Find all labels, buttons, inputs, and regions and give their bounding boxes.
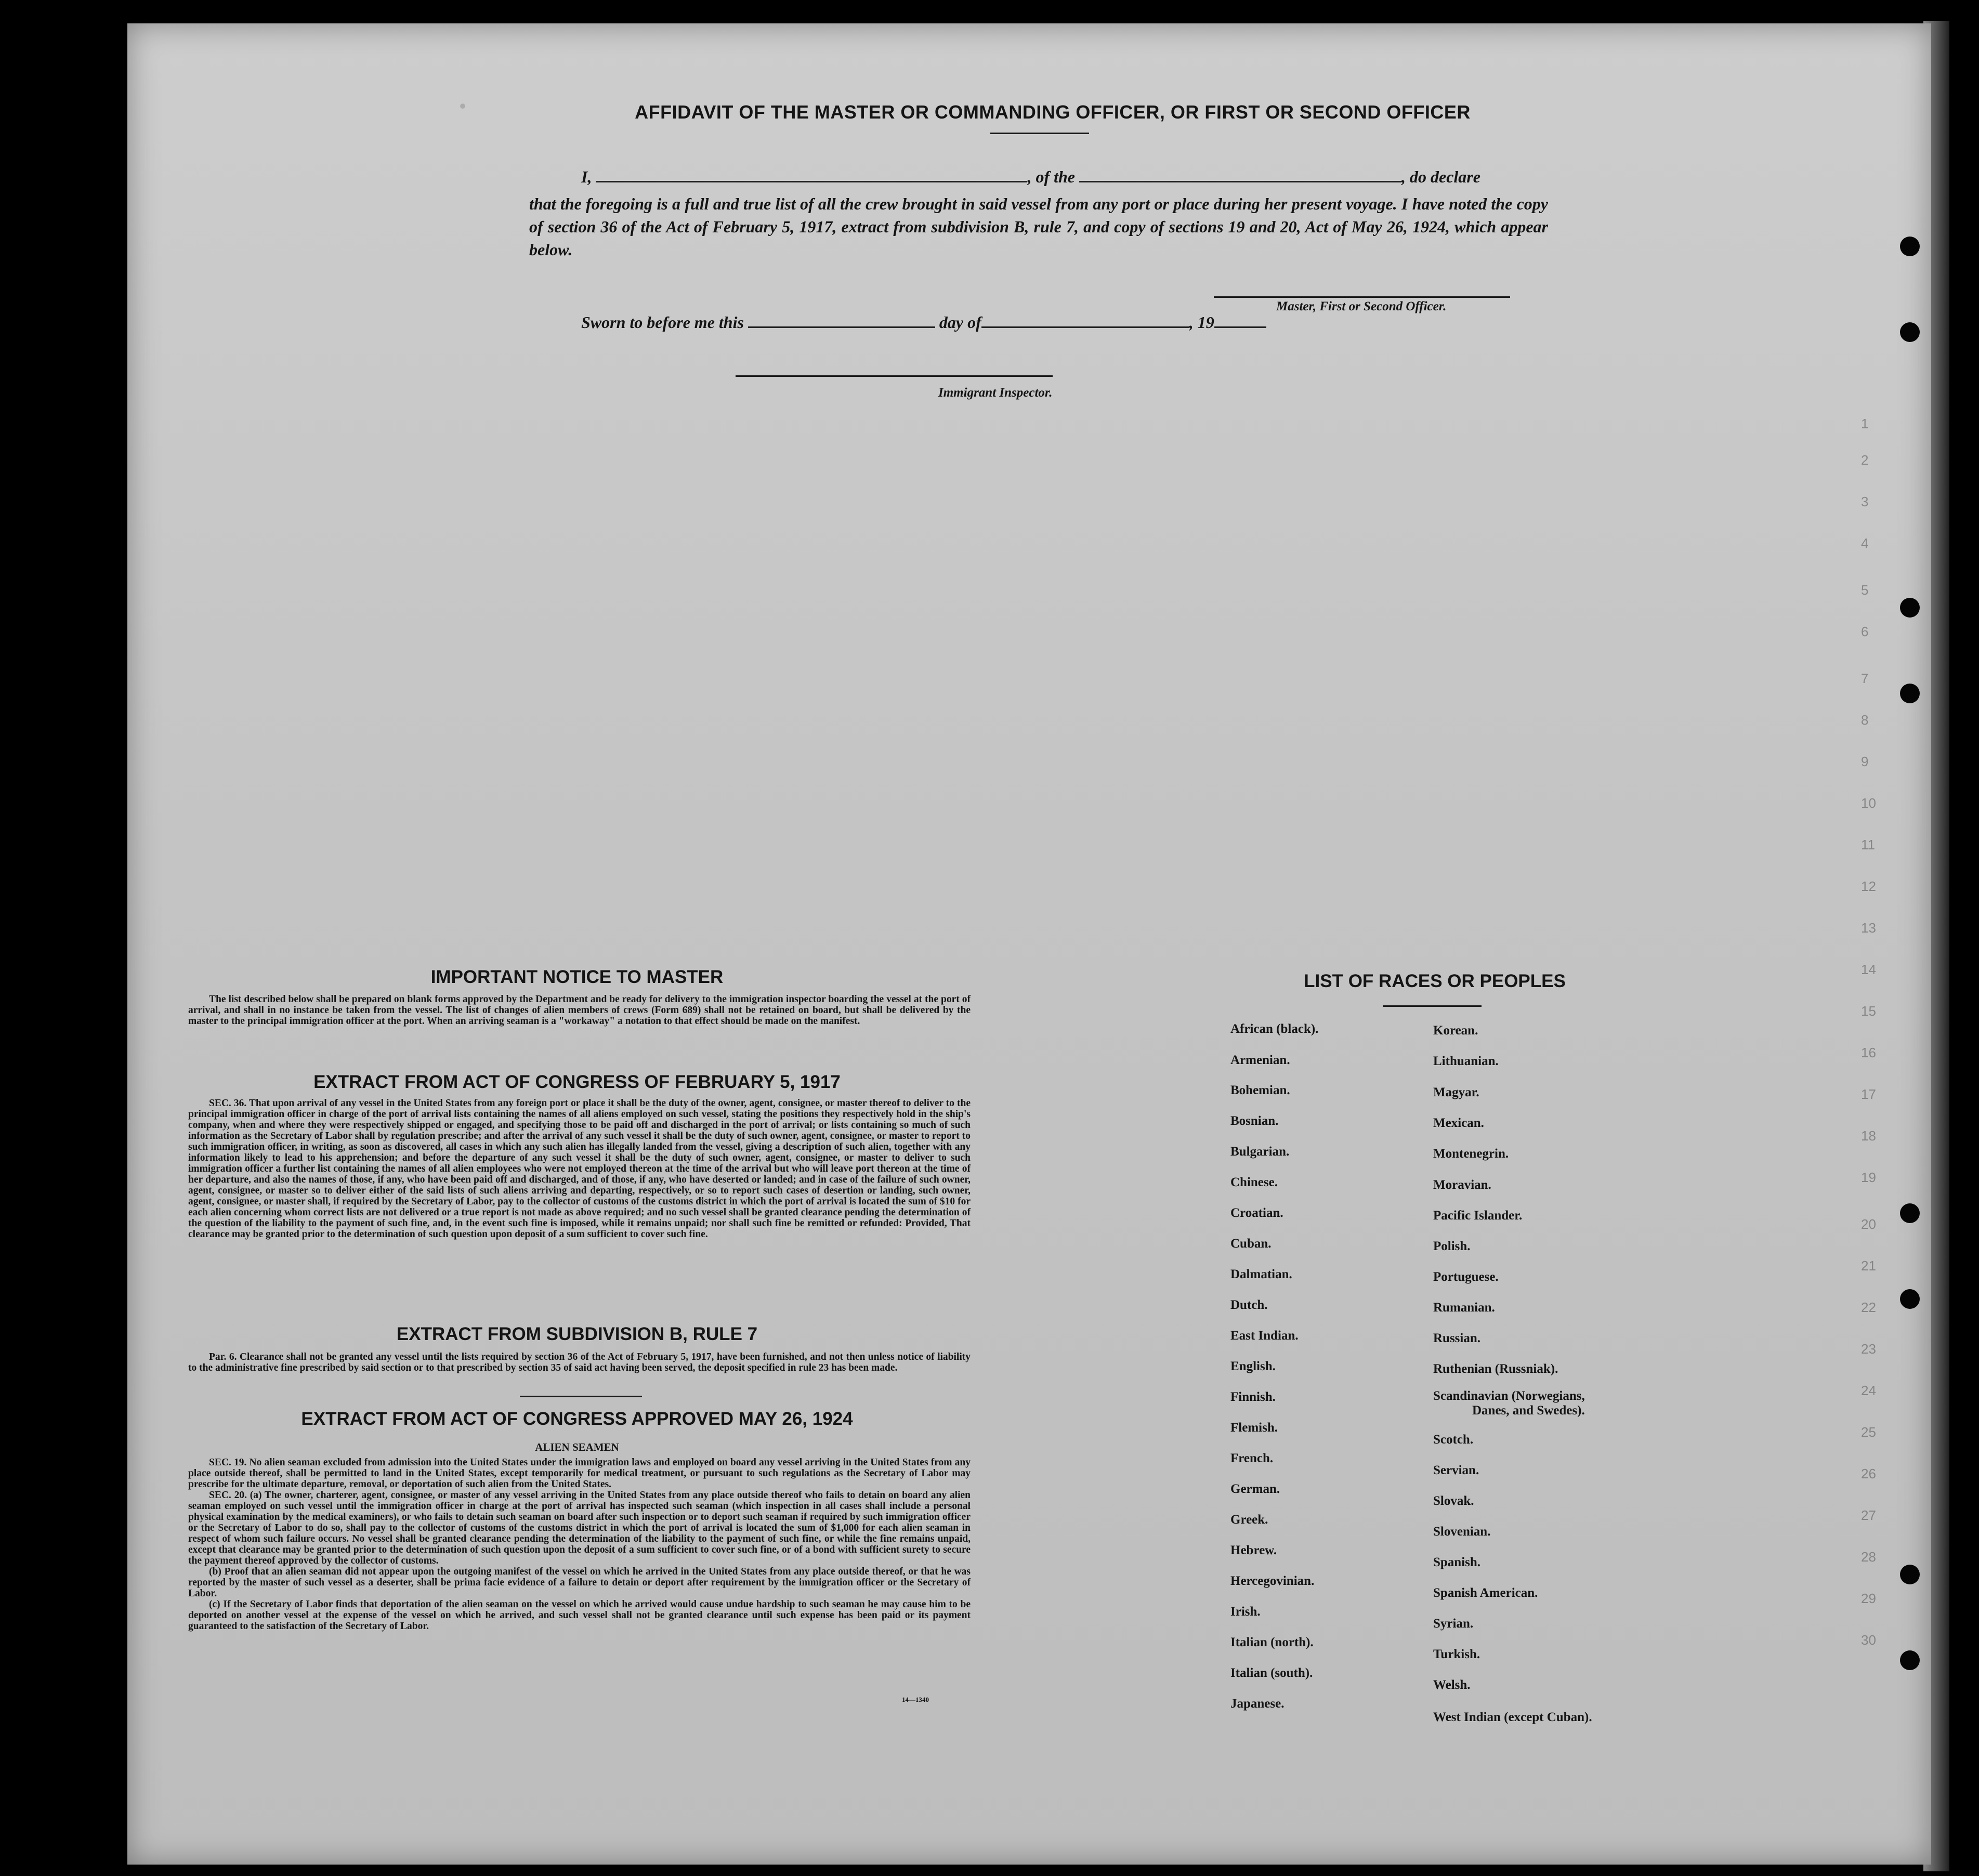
do-declare-text: , do declare <box>1401 167 1480 186</box>
race-item: Lithuanian. <box>1433 1054 1499 1068</box>
race-item: Scandinavian (Norwegians, <box>1433 1389 1585 1403</box>
binder-hole <box>1900 1650 1920 1670</box>
race-item: English. <box>1230 1359 1276 1373</box>
section-rule <box>520 1396 642 1397</box>
extract-1924-title: EXTRACT FROM ACT OF CONGRESS APPROVED MAY 26, 1924 <box>301 1409 853 1429</box>
race-item: Spanish American. <box>1433 1586 1538 1600</box>
race-item: Flemish. <box>1230 1421 1278 1435</box>
race-item: French. <box>1230 1451 1274 1465</box>
race-item: Bulgarian. <box>1230 1145 1290 1159</box>
sworn-day-field[interactable] <box>748 326 935 328</box>
binder-hole <box>1900 1289 1920 1309</box>
race-item: Mexican. <box>1433 1116 1484 1130</box>
race-item: Spanish. <box>1433 1555 1481 1569</box>
race-item: Russian. <box>1433 1331 1481 1345</box>
race-item: Montenegrin. <box>1433 1147 1509 1161</box>
declarant-prefix: I, <box>581 167 592 186</box>
races-title-rule <box>1383 1005 1482 1007</box>
extract-1924-text-block <box>188 1457 971 1632</box>
inspector-signature-line[interactable] <box>736 375 1053 377</box>
race-item: Hebrew. <box>1230 1543 1277 1557</box>
race-item: Korean. <box>1433 1024 1478 1038</box>
race-item: Portuguese. <box>1433 1270 1499 1284</box>
race-item: Moravian. <box>1433 1178 1491 1192</box>
race-item: Italian (south). <box>1230 1666 1313 1680</box>
extract-rule7-title: EXTRACT FROM SUBDIVISION B, RULE 7 <box>396 1324 758 1344</box>
race-item: German. <box>1230 1482 1280 1496</box>
scanned-form-page: · 1 2 3 4 5 6 7 8 9 10 11 12 13 14 15 16 17 18 19 20 21 22 23 24 25 26 27 28 29 30 AFFIDAVIT OF THE MASTER OR COMMANDING OFFICER, OR FIRST OR SECOND OFFICER I, , of the , do declare that the foregoing is a full and true list of all the crew brought in said vessel from any port or place during her present voyage. I have noted the copy of section 36 of the Act of February 5, 1917, extract from subdivision B, rule 7, and copy of sections 19 and 20, Act of May 26, 1924, which appear below. Master, First or Second Officer. Sworn to before me this day of , 19 Immigrant Inspector. IMPORTANT NOTICE TO MASTER The list described below shall be prepared on blank forms approved by the Department and be ready for delivery to the immigration inspector boarding the vessel at the port of arrival, and shall in no instance be taken from the vessel. The list of changes of alien members of crews (Form 689) shall not be retained on board, but shall be delivered by the master to the principal immigration officer at the port. When an arriving seaman is a "workaway" a notation to that effect should be made on the manifest. EXTRACT FROM ACT OF CONGRESS OF FEBRUARY 5, 1917 SEC. 36. That upon arrival of any vessel in the United States from any foreign port or place it shall be the duty of the owner, agent, consignee, or master thereof to deliver to the principal immigration officer in charge of the port of arrival lists containing the names of all aliens employed on such vessel, stating the positions they respectively hold in the ship's company, when and where they were respectively shipped or engaged, and specifying those to be paid off and discharged in the port of arrival; or lists containing so much of such information as the Secretary of Labor shall by regulation prescribe; and after the arrival of any such vessel it shall be the duty of such owner, agent, consignee, or master to report to such immigration officer, in writing, as soon as discovered, all cases in which any such alien has illegally landed from the vessel, giving a description of such alien, together with any information likely to lead to his apprehension; and before the departure of any such vessel it shall be the duty of such owner, agent, consignee, or master to deliver to such immigration officer a further list containing the names of all alien employees who were not employed thereon at the time of the arrival but who will leave port thereon at the time of her departure, and also the names of those, if any, who have been paid off and discharged, and of those, if any, who have deserted or landed; and in case of the failure of such owner, agent, consignee, or master so to deliver either of the said lists of such aliens arriving and departing, respectively, or so to report such cases of desertion or landing, such owner, agent, consignee, or master shall, if required by the Secretary of Labor, pay to the collector of customs of the customs district in which the port of arrival is located the sum of $10 for each alien concerning whom correct lists are not delivered or a true report is not made as above required; and no such vessel shall be granted clearance pending the determination of the question of the liability to the payment of such fine, and, in the event such fine is imposed, while it remains unpaid; nor shall such fine be remitted or refunded: Provided, That clearance may be granted prior to the determination of such question upon deposit of a sum sufficient to cover such fine. EXTRACT FROM SUBDIVISION B, RULE 7 Par. 6. Clearance shall not be granted any vessel until the lists required by section 36 of the Act of February 5, 1917, have been furnished, and not then unless notice of liability to the administrative fine prescribed by said section or to that prescribed by section 35 of said act having been served, the deposit specified in rule 23 has been made. EXTRACT FROM ACT OF CONGRESS APPROVED MAY 26, 1924 ALIEN SEAMEN SEC. 19. No alien seaman excluded from admission into the United States under the immigration laws and employed on board any vessel arriving in the United States from any place outside thereof, shall be permitted to land in the United States, except temporarily for medical treatment, or pursuant to such regulations as the Secretary of Labor may prescribe for the ultimate departure, removal, or deportation of such alien from the United States. SEC. 20. (a) The owner, charterer, agent, consignee, or master of any vessel arriving in the United States from any place outside thereof who fails to detain on board any alien seaman employed on such vessel until the immigration officer in charge at the port of arrival has inspected such seaman (which inspection in all cases shall include a personal physical examination by the medical examiners), or who fails to detain such seaman on board after such inspection or to deport such seaman if required by such immigration officer or the Secretary of Labor to do so, shall pay to the collector of customs of the customs district in which the port of arrival is located the sum of $1,000 for each alien seaman in respect of whom such failure occurs. No vessel shall be granted clearance pending the determination of the liability to the payment of such fine, or while the fine remains unpaid, except that clearance may be granted prior to the determination of such question upon the deposit of a sum sufficient to cover such fine, or of a bond with sufficient surety to secure the payment thereof approved by the collector of customs. (b) Proof that an alien seaman did not appear upon the outgoing manifest of the vessel on which he arrived in the United States from any place outside thereof, or that he was reported by the master of such vessel as a deserter, shall be prima facie evidence of a failure to detain or deport after requirement by the immigration officer or the Secretary of Labor. (c) If the Secretary of Labor finds that deportation of the alien seaman on the vessel on which he arrived would cause undue hardship to such seaman he may cause him to be deported on another vessel at the expense of the vessel on which he arrived, and such vessel shall not be granted clearance until such expense has been paid or its payment guaranteed to the satisfaction of the Secretary of Labor. 14—1340 LIST OF RACES OR PEOPLES African (black). Armenian. Bohemian. Bosnian. Bulgarian. Chinese. Croatian. Cuban. Dalmatian. Dutch. East Indian. English. Finnish. Flemish. French. German. Greek. Hebrew. Hercegovinian. Irish. Italian (north). Italian (south). Japanese. Korean. Lithuanian. Magyar. Mexican. Montenegrin. Moravian. Pacific Islander. Polish. Portuguese. Rumanian. Russian. Ruthenian (Russniak). Scandinavian (Norwegians, Scotch. Servian. Slovak. Slovenian. Spanish. Spanish American. Syrian. Turkish. Welsh. West Indian (except Cuban). Danes, and Swedes). <box>0 0 1979 1876</box>
binder-hole <box>1900 598 1920 618</box>
inspector-caption: Immigrant Inspector. <box>938 386 1053 400</box>
affidavit-body: that the foregoing is a full and true list of all the crew brought in said vessel from any port or place during her present voyage. I have noted the copy of section 36 of the Act of February 5, 1917, extract from subdivision B, rule 7, and copy of sections 19 and 20, Act of May 26, 1924, which appear below. <box>529 194 1548 259</box>
race-item: Finnish. <box>1230 1390 1276 1404</box>
sec20b-text: (b) Proof that an alien seaman did not appear upon the outgoing manifest of the vessel on which he arrived in the United States from any place outside thereof, or that he was reported by the master of such vessel as a deserter, shall be prima facie evidence of a failure to detain or deport after requirement by the immigration officer or the Secretary of Labor. <box>188 1566 971 1599</box>
extract-1917-text: SEC. 36. That upon arrival of any vessel in the United States from any foreign port or place it shall be the duty of the owner, agent, consignee, or master thereof to deliver to the principal immigration officer in charge of the port of arrival lists containing the names of all aliens employed on such vessel, stating the positions they respectively hold in the ship's company, when and where they were respectively shipped or engaged, and specifying those to be paid off and discharged in the port of arrival; or lists containing so much of such information as the Secretary of Labor shall by regulation prescribe; and after the arrival of any such vessel it shall be the duty of such owner, agent, consignee, or master to report to such immigration officer, in writing, as soon as discovered, all cases in which any such alien has illegally landed from the vessel, giving a description of such alien, together with any information likely to lead to his apprehension; and before the departure of any such vessel it shall be the duty of such owner, agent, consignee, or master to deliver to such immigration officer a further list containing the names of all alien employees who were not employed thereon at the time of the arrival but who will leave port thereon at the time of her departure, and also the names of those, if any, who have been paid off and discharged, and of those, if any, who have deserted or landed; and in case of the failure of such owner, agent, consignee, or master so to deliver either of the said lists of such aliens arriving and departing, respectively, or so to report such cases of desertion or landing, such owner, agent, consignee, or master shall, if required by the Secretary of Labor, pay to the collector of customs of the customs district in which the port of arrival is located the sum of $10 for each alien concerning whom correct lists are not delivered or a true report is not made as above required; and no such vessel shall be granted clearance pending the determination of the question of the liability to the payment of such fine, and, in the event such fine is imposed, while it remains unpaid; nor shall such fine be remitted or refunded: Provided, That clearance may be granted prior to the determination of such question upon deposit of a sum sufficient to cover such fine. <box>188 1098 971 1240</box>
master-signature-caption: Master, First or Second Officer. <box>1276 299 1447 313</box>
race-item: Magyar. <box>1433 1085 1479 1099</box>
race-item: Bosnian. <box>1230 1114 1279 1128</box>
binder-hole <box>1900 1203 1920 1223</box>
race-item: Chinese. <box>1230 1175 1278 1189</box>
race-item: Cuban. <box>1230 1237 1272 1251</box>
race-item: Japanese. <box>1230 1697 1285 1711</box>
binder-hole <box>1900 684 1920 703</box>
master-signature-line[interactable] <box>1214 296 1510 298</box>
race-item: Slovak. <box>1433 1494 1474 1508</box>
sworn-year-prefix: , 19 <box>1189 313 1214 332</box>
race-item: Dalmatian. <box>1230 1267 1292 1281</box>
sec19-text: SEC. 19. No alien seaman excluded from admission into the United States under the immigration laws and employed on board any vessel arriving in the United States from any place outside thereof, shall be permitted to land in the United States, except temporarily for medical treatment, or pursuant to such regulations as the Secretary of Labor may prescribe for the ultimate departure, removal, or deportation of such alien from the United States. <box>188 1457 971 1490</box>
declarant-name-field[interactable] <box>596 181 1027 182</box>
extract-1917-text-block <box>188 1098 971 1240</box>
sworn-year-field[interactable] <box>1214 326 1266 328</box>
race-item: West Indian (except Cuban). <box>1433 1710 1592 1724</box>
race-item: Polish. <box>1433 1239 1471 1253</box>
race-item: East Indian. <box>1230 1329 1299 1343</box>
affidavit-title: AFFIDAVIT OF THE MASTER OR COMMANDING OFFICER, OR FIRST OR SECOND OFFICER <box>635 101 1471 123</box>
vessel-name-field[interactable] <box>1079 181 1401 182</box>
race-item: Welsh. <box>1433 1678 1471 1692</box>
race-item: Turkish. <box>1433 1647 1480 1661</box>
race-item: Rumanian. <box>1433 1301 1495 1315</box>
race-item: Syrian. <box>1433 1617 1474 1631</box>
race-item: Servian. <box>1433 1463 1479 1477</box>
sworn-month-field[interactable] <box>981 326 1189 328</box>
notice-title: IMPORTANT NOTICE TO MASTER <box>430 967 724 987</box>
of-the-text: , of the <box>1027 167 1075 186</box>
race-item: Italian (north). <box>1230 1635 1314 1649</box>
race-item: Pacific Islander. <box>1433 1209 1523 1223</box>
race-item: Greek. <box>1230 1513 1268 1527</box>
sworn-statement-line <box>581 311 1266 334</box>
notice-text: The list described below shall be prepared on blank forms approved by the Department and be ready for delivery to the immigration inspector boarding the vessel at the port of arrival, and shall in no instance be taken from the vessel. The list of changes of alien members of crews (Form 689) shall not be retained on board, but shall be delivered by the master to the principal immigration officer at the port. When an arriving seaman is a "workaway" a notation to that effect should be made on the manifest. <box>188 994 971 1027</box>
sworn-day-of: day of <box>939 313 981 332</box>
race-item-continuation: Danes, and Swedes). <box>1472 1403 1585 1418</box>
binder-hole <box>1900 322 1920 342</box>
binder-hole <box>1900 1565 1920 1584</box>
extract-rule7-text-block <box>188 1352 971 1373</box>
title-rule <box>990 133 1089 134</box>
extract-1917-title: EXTRACT FROM ACT OF CONGRESS OF FEBRUARY 5, 1917 <box>313 1072 841 1092</box>
form-number: 14—1340 <box>902 1696 929 1703</box>
race-item: Ruthenian (Russniak). <box>1433 1362 1558 1376</box>
races-title: LIST OF RACES OR PEOPLES <box>1304 971 1566 991</box>
race-item: Bohemian. <box>1230 1083 1290 1097</box>
race-item: Armenian. <box>1230 1053 1290 1067</box>
race-item: Irish. <box>1230 1605 1261 1619</box>
notice-text-block <box>188 994 971 1027</box>
race-item: African (black). <box>1230 1022 1319 1036</box>
sec20c-text: (c) If the Secretary of Labor finds that deportation of the alien seaman on the vessel on which he arrived would cause undue hardship to such seaman he may cause him to be deported on another vessel at the expense of the vessel on which he arrived, and such vessel shall not be granted clearance until such expense has been paid or its payment guaranteed to the satisfaction of the Secretary of Labor. <box>188 1599 971 1632</box>
sworn-prefix: Sworn to before me this <box>581 313 744 332</box>
race-item: Dutch. <box>1230 1298 1268 1312</box>
race-item: Hercegovinian. <box>1230 1574 1315 1588</box>
alien-seamen-subtitle: ALIEN SEAMEN <box>535 1441 619 1453</box>
race-item: Slovenian. <box>1433 1525 1491 1539</box>
binder-hole <box>1900 237 1920 256</box>
race-item: Croatian. <box>1230 1206 1283 1220</box>
race-item: Scotch. <box>1433 1433 1474 1447</box>
extract-rule7-text: Par. 6. Clearance shall not be granted any vessel until the lists required by section 36 of the Act of February 5, 1917, have been furnished, and not then unless notice of liability to the administrative fine prescribed by said section or to that prescribed by section 35 of said act having been served, the deposit specified in rule 23 has been made. <box>188 1352 971 1373</box>
affidavit-declaration-line <box>581 165 1558 188</box>
sec20a-text: SEC. 20. (a) The owner, charterer, agent, consignee, or master of any vessel arriving in the United States from any place outside thereof who fails to detain on board any alien seaman employed on such vessel until the immigration officer in charge at the port of arrival has inspected such seaman (which inspection in all cases shall include a personal physical examination by the medical examiners), or who fails to detain such seaman on board after such inspection or to deport such seaman if required by such immigration officer or the Secretary of Labor to do so, shall pay to the collector of customs of the customs district in which the port of arrival is located the sum of $1,000 for each alien seaman in respect of whom such failure occurs. No vessel shall be granted clearance pending the determination of the liability to the payment of such fine, or while the fine remains unpaid, except that clearance may be granted prior to the determination of such question upon the deposit of a sum sufficient to cover such fine, or of a bond with sufficient surety to secure the payment thereof approved by the collector of customs. <box>188 1490 971 1566</box>
